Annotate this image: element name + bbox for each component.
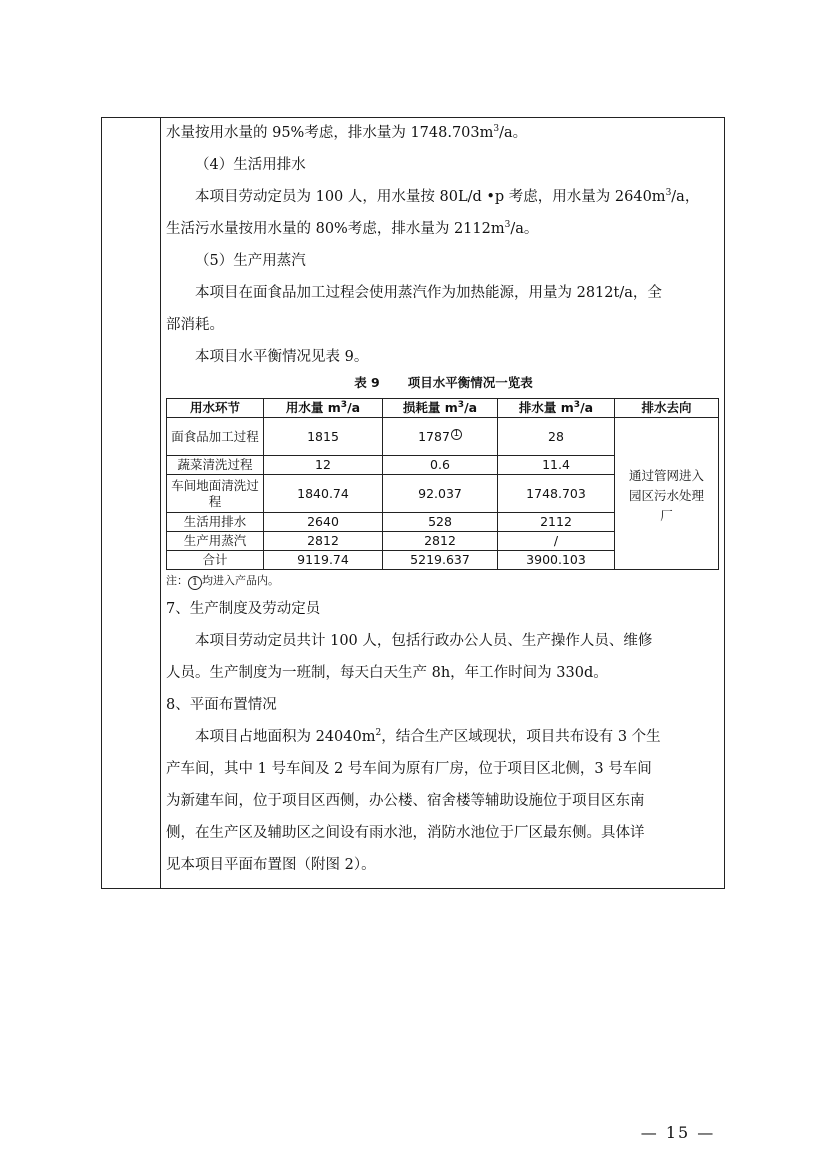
cell-discharge: 1748.703: [498, 475, 615, 513]
paragraph-line: 为新建车间，位于项目区西侧，办公楼、宿舍楼等辅助设施位于项目区东南: [166, 793, 645, 809]
cell-stage: 车间地面清洗过程: [167, 475, 264, 513]
paragraph-line: 侧，在生产区及辅助区之间设有雨水池，消防水池位于厂区最东侧。具体详: [166, 825, 645, 841]
paragraph-line: 产车间，其中 1 号车间及 2 号车间为原有厂房，位于项目区北侧，3 号车间: [166, 761, 652, 777]
cell-discharge: 2112: [498, 513, 615, 532]
table-title: 项目水平衡情况一览表: [407, 375, 533, 390]
header-use: 用水量 $m^3/a$: [264, 399, 383, 418]
cell-stage: 面食品加工过程: [167, 418, 264, 456]
header-destination: 排水去向: [615, 399, 719, 418]
paragraph-line: 本项目水平衡情况见表 9。: [195, 349, 369, 365]
cell-discharge: 3900.103: [498, 551, 615, 570]
heading-section-8: 8、平面布置情况: [166, 697, 277, 713]
cell-use: 2640: [264, 513, 383, 532]
page-number: — 15 —: [640, 1123, 716, 1142]
table-header-row: [167, 399, 719, 418]
cell-destination: 通过管网进入园区污水处理厂: [615, 418, 719, 570]
cell-use: 2812: [264, 532, 383, 551]
cell-loss: 5219.637: [383, 551, 498, 570]
paragraph-line: 水量按用水量的 95%考虑，排水量为 $1748.703m^3/a$。: [166, 124, 528, 141]
paragraph-line: 人员。生产制度为一班制，每天白天生产 8h，年工作时间为 330d。: [166, 665, 608, 681]
paragraph-line: 本项目劳动定员为 100 人，用水量按 80L/d •p 考虑，用水量为 $2640m^3/a$，: [195, 188, 700, 205]
cell-use: 1840.74: [264, 475, 383, 513]
table-number: 表 9: [354, 375, 380, 390]
section-water-text: [166, 117, 721, 391]
paragraph-line: 本项目在面食品加工过程会使用蒸汽作为加热能源，用量为 2812t/a，全: [195, 285, 662, 301]
paragraph-line: 部消耗。: [166, 317, 224, 333]
cell-loss: 2812: [383, 532, 498, 551]
cell-loss: 0.6: [383, 456, 498, 475]
cell-loss: 92.037: [383, 475, 498, 513]
heading-section-7: 7、生产制度及劳动定员: [166, 601, 321, 617]
table-note: 注： 1 均进入产品内。: [166, 574, 279, 588]
paragraph-line: 见本项目平面布置图（附图 2）。: [166, 857, 376, 873]
cell-use: 9119.74: [264, 551, 383, 570]
cell-use: 1815: [264, 418, 383, 456]
paragraph-line: 本项目劳动定员共计 100 人，包括行政办公人员、生产操作人员、维修: [195, 633, 653, 649]
cell-loss: 528: [383, 513, 498, 532]
header-loss: 损耗量 $m^3/a$: [383, 399, 498, 418]
cell-discharge: 11.4: [498, 456, 615, 475]
header-stage: 用水环节: [167, 399, 264, 418]
cell-stage: 生活用排水: [167, 513, 264, 532]
section-labor-layout: [166, 593, 721, 881]
heading-steam: （5）生产用蒸汽: [195, 253, 306, 269]
water-balance-table: [166, 398, 719, 570]
cell-stage: 合计: [167, 551, 264, 570]
table-row: [167, 418, 719, 456]
header-discharge: 排水量 $m^3/a$: [498, 399, 615, 418]
frame-divider: [160, 118, 161, 888]
cell-use: 12: [264, 456, 383, 475]
cell-discharge: 28: [498, 418, 615, 456]
heading-domestic-water: （4）生活用排水: [195, 157, 306, 173]
footnote-mark: 1: [188, 576, 202, 590]
footnote-mark: 1: [451, 429, 462, 440]
cell-stage: 蔬菜清洗过程: [167, 456, 264, 475]
cell-loss: 1787 1: [383, 418, 498, 456]
table-caption: [166, 375, 721, 391]
paragraph-line: 本项目占地面积为 $24040m^2$，结合生产区域现状，项目共布设有 3 个生: [195, 728, 661, 745]
paragraph-line: 生活污水量按用水量的 80%考虑，排水量为 $2112m^3/a$。: [166, 220, 539, 237]
cell-discharge: /: [498, 532, 615, 551]
cell-stage: 生产用蒸汽: [167, 532, 264, 551]
